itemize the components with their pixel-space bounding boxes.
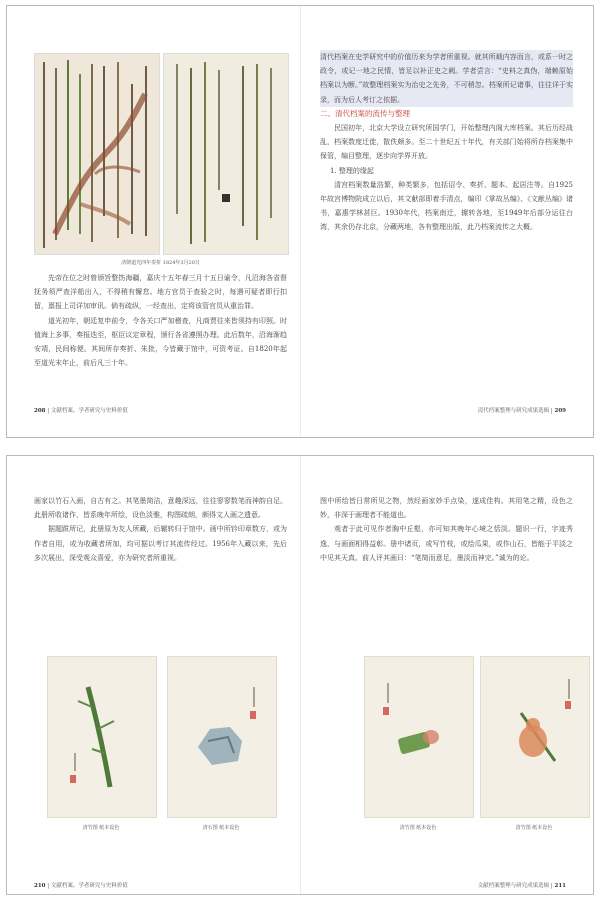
paragraph: 民国初年，北京大学设立研究所国学门，开始整理内阁大库档案。其后历经战乱，档案数度迁徙，散佚颇多。至二十世纪五十年代，有关部门始将所存档案集中保管，编目整理，逐步向学界开放。 — [320, 124, 573, 161]
manuscript-photo-right — [163, 53, 289, 255]
paragraph: 道光初年，朝廷复申前令，令各关口严加稽查，凡商贾往来皆须持有印照。时值海上多事，奏报迭至，枢臣议定章程，颁行各省遵照办理。此后数年，沿海渐趋安靖，民间称便。其间所存奏折、朱批，今皆藏于馆中，可资考证。自1820年起至道光末年止，前后凡三十年。 — [34, 316, 287, 368]
book-spread-bottom — [6, 455, 594, 895]
spine-gutter — [300, 6, 301, 437]
painting-stone-plate — [167, 656, 277, 818]
running-footer: 文献档案整理与研究成果选辑 | — [477, 883, 553, 889]
page-footer-left — [34, 406, 128, 414]
photo-caption: 清朝道光四年奏折 1824年3月20日 — [121, 260, 200, 266]
running-footer: 清代档案整理与研究成果选辑 | — [477, 408, 553, 414]
section-heading: 二、清代档案的流传与整理 — [320, 108, 410, 118]
plate-caption: 清竹图 纸本设色 — [399, 825, 437, 831]
subheading: 1. 整理的缘起 — [330, 166, 374, 175]
page-footer-right — [478, 881, 566, 889]
manuscript-photo-left — [34, 53, 160, 255]
gourd-icon — [481, 657, 589, 817]
plate-caption: 清竹图 纸本设色 — [82, 825, 120, 831]
paragraph: 图中所绘皆日常所见之物，然经画家妙手点染，遂成佳构。其用笔之精，设色之妙，非深于画理者不能道也。 — [320, 497, 573, 520]
page-number: 209 — [554, 408, 566, 414]
painting-bamboo-plate — [47, 656, 157, 818]
painting-gourd-plate — [480, 656, 590, 818]
book-spread-top — [6, 5, 594, 438]
left-page-text — [34, 271, 287, 370]
running-footer: | 文献档案、学者研究与史料价值 — [47, 883, 128, 889]
right-page-text — [320, 494, 573, 565]
spine-gutter — [300, 456, 301, 894]
stone-icon — [168, 657, 276, 817]
page-number: 210 — [34, 883, 46, 889]
page-footer-right — [478, 406, 566, 414]
paragraph: 先帝在位之时曾颁旨整饬海疆，嘉庆十五年春三月十五日谕令，凡沿海各省督抚务须严查洋船出入，不得稍有懈怠。地方官员于查验之时，每遇可疑者即行扣留，禀报上司详加审讯。倘有疏纵，一经查出，定将该管官员从重治罪。 — [34, 274, 287, 311]
plate-caption: 清竹图 纸本设色 — [515, 825, 553, 831]
paragraph: 据题跋所记，此册原为友人所藏，后辗转归于馆中。画中所钤印章数方，或为作者自用，或为收藏者所加，均可据以考订其流传经过。1956年入藏以来，先后多次展出，深受观众喜爱，亦为研究者所重视。 — [34, 525, 287, 562]
paragraph: 清宫档案数量浩繁，种类繁多，包括诏令、奏折、题本、起居注等。自1925年故宫博物院成立以后，其文献部即着手清点，编印《掌故丛编》、《文献丛编》诸书，嘉惠学林甚巨。1930年代，档案南迁，辗转各地，至1949年后部分运往台湾，其余仍存北京，分藏两地，各有整理出版，此乃档案流传之大概。 — [320, 180, 573, 232]
paragraph: 清代档案在史学研究中的价值历来为学者所重视。就其所载内容而言，或系一时之政令，或记一地之民情，皆足以补正史之阙。学者尝言：“史料之真伪，端赖原始档案以为断。”故整理档案实为治史之先务，不可稍忽。档案所记诸事，往往详于实录，而为后人考订之依据。 — [320, 50, 573, 107]
right-page-text — [320, 50, 573, 235]
ink-branch-icon — [35, 54, 159, 254]
painting-bamboo-shoot-plate — [364, 656, 474, 818]
page-number: 211 — [554, 883, 566, 889]
bamboo-shoot-icon — [365, 657, 473, 817]
running-footer: | 文献档案、学者研究与史料价值 — [47, 408, 128, 414]
page-number: 208 — [34, 408, 46, 414]
bamboo-icon — [48, 657, 156, 817]
page-footer-left — [34, 881, 128, 889]
paragraph: 画家以竹石入画，自古有之。其笔墨简洁，意趣深远，往往寥寥数笔而神韵自足。此册所收诸作，皆系晚年所绘，设色淡雅，构图疏朗，颇得文人画之遗意。 — [34, 497, 287, 520]
paragraph: 观者于此可见作者胸中丘壑，亦可知其晚年心境之恬淡。题识一行，字迹秀逸，与画面相得益彰。册中诸页，或写竹枝，或绘瓜果，或作山石，皆能于平淡之中见其天真。前人评其画曰：“笔简而意足，墨淡而神完。”诚为的论。 — [320, 525, 573, 562]
left-page-text — [34, 494, 287, 565]
plate-caption: 清石图 纸本设色 — [202, 825, 240, 831]
